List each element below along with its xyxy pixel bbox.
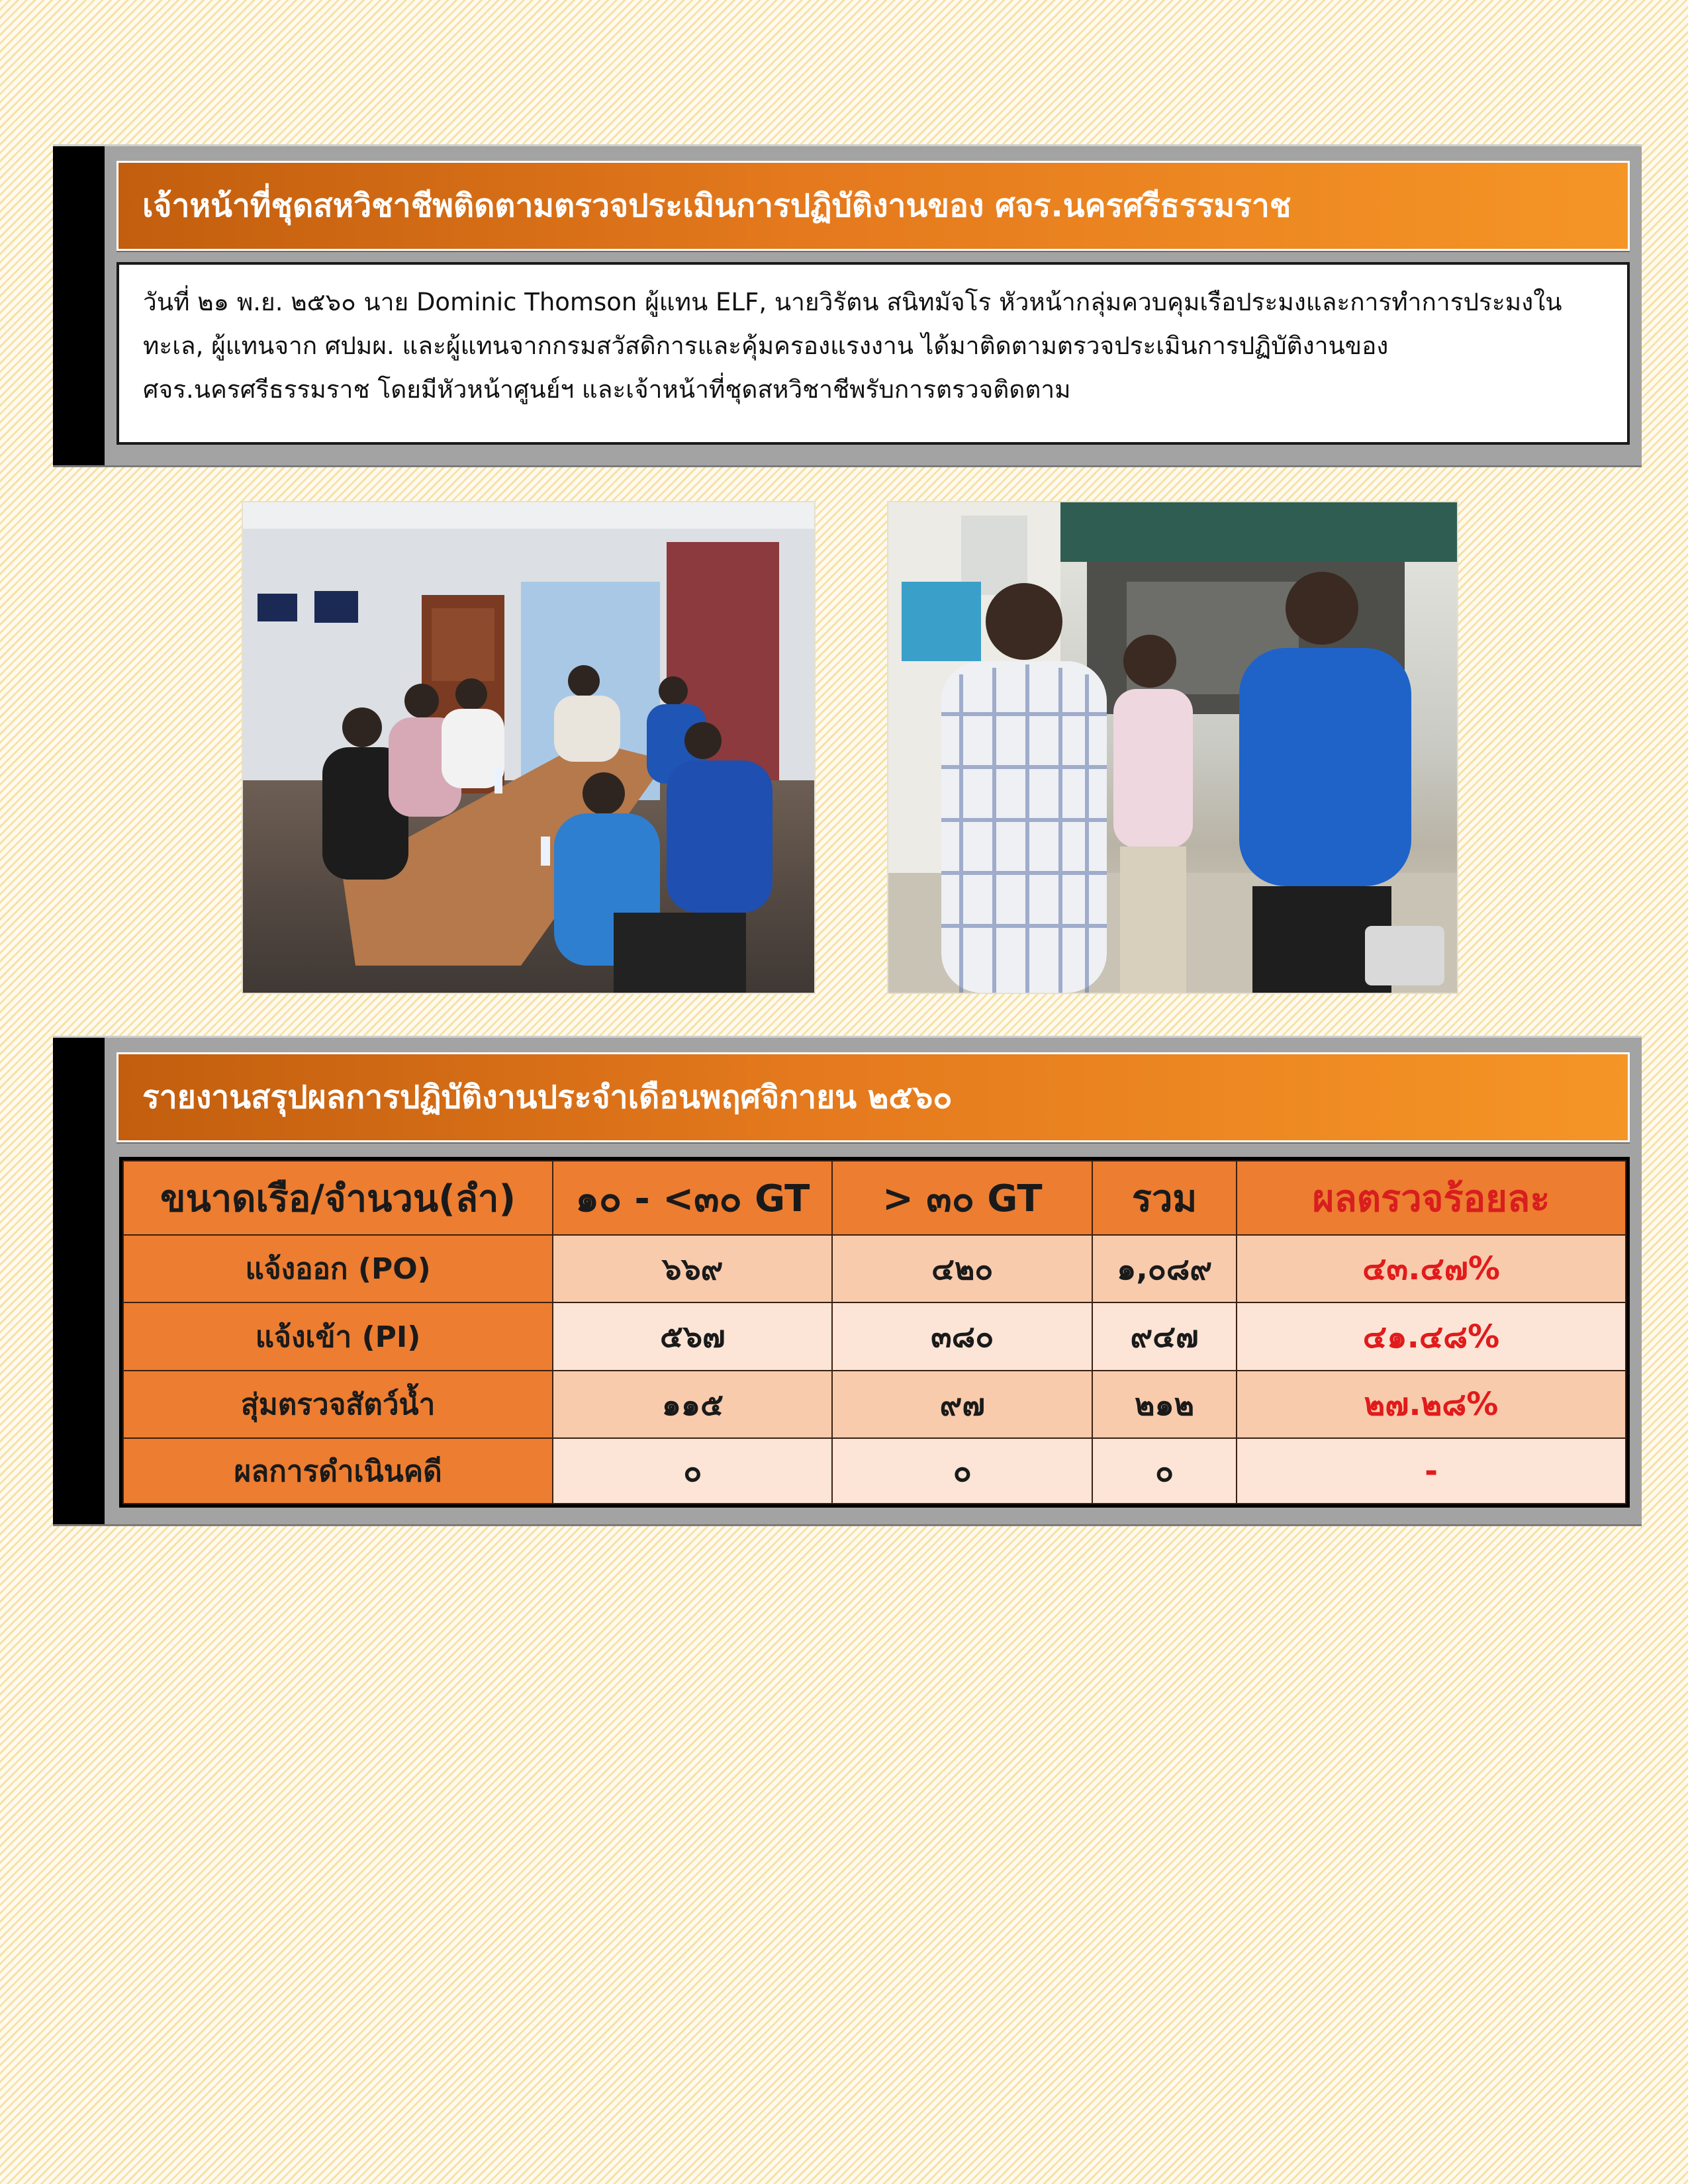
cell-total: ๐ xyxy=(1092,1438,1237,1504)
report-table xyxy=(122,1160,1626,1504)
header-inspection-percent: ผลตรวจร้อยละ xyxy=(1237,1161,1626,1235)
table-row xyxy=(123,1438,1626,1504)
news-section xyxy=(53,144,1642,467)
section-accent-bar xyxy=(53,146,105,465)
row-label: แจ้งเข้า (PI) xyxy=(123,1302,553,1370)
cell-percent: - xyxy=(1237,1438,1626,1504)
site-visit-photo xyxy=(887,501,1458,994)
header-10-30-gt: ๑๐ - <๓๐ GT xyxy=(553,1161,832,1235)
cell-percent: ๒๗.๒๘% xyxy=(1237,1371,1626,1438)
cell-value: ๓๘๐ xyxy=(832,1302,1092,1370)
table-header-row xyxy=(123,1161,1626,1235)
cell-total: ๒๑๒ xyxy=(1092,1371,1237,1438)
table-row xyxy=(123,1302,1626,1370)
header-total: รวม xyxy=(1092,1161,1237,1235)
cell-percent: ๔๓.๔๗% xyxy=(1237,1235,1626,1302)
header-boat-size: ขนาดเรือ/จำนวน(ลำ) xyxy=(123,1161,553,1235)
report-title-bar xyxy=(117,1052,1630,1142)
news-title-bar xyxy=(117,161,1630,251)
cell-value: ๔๒๐ xyxy=(832,1235,1092,1302)
row-label: สุ่มตรวจสัตว์น้ำ xyxy=(123,1371,553,1438)
cell-percent: ๔๑.๔๘% xyxy=(1237,1302,1626,1370)
section-accent-bar xyxy=(53,1038,105,1524)
cell-value: ๙๗ xyxy=(832,1371,1092,1438)
cell-value: ๖๖๙ xyxy=(553,1235,832,1302)
site-visit-photo-illustration xyxy=(888,502,1457,993)
news-body-box xyxy=(117,262,1630,445)
cell-value: ๐ xyxy=(832,1438,1092,1504)
news-title: เจ้าหน้าที่ชุดสหวิชาชีพติดตามตรวจประเมินการปฏิบัติงานของ ศจร.นครศรีธรรมราช xyxy=(142,187,1291,224)
cell-total: ๑,๐๘๙ xyxy=(1092,1235,1237,1302)
report-title: รายงานสรุปผลการปฏิบัติงานประจำเดือนพฤศจิกายน ๒๕๖๐ xyxy=(142,1079,953,1116)
table-row xyxy=(123,1235,1626,1302)
row-label: ผลการดำเนินคดี xyxy=(123,1438,553,1504)
report-table-frame xyxy=(119,1157,1630,1508)
row-label: แจ้งออก (PO) xyxy=(123,1235,553,1302)
header-over-30-gt: > ๓๐ GT xyxy=(832,1161,1092,1235)
cell-total: ๙๔๗ xyxy=(1092,1302,1237,1370)
cell-value: ๐ xyxy=(553,1438,832,1504)
meeting-photo-illustration xyxy=(243,502,814,993)
meeting-photo xyxy=(242,501,816,994)
cell-value: ๑๑๕ xyxy=(553,1371,832,1438)
news-paragraph: วันที่ ๒๑ พ.ย. ๒๕๖๐ นาย Dominic Thomson ผู้แทน ELF, นายวิรัตน สนิทมัจโร หัวหน้ากลุ่มควบคุมเรือประมงและการทำการประมงในทะเล, ผู้แทนจาก ศปมผ. และผู้แทนจากกรมสวัสดิการและคุ้มครองแรงงาน ได้มาติดตามตรวจประเมินการปฏิบัติงานของ ศจร.นครศรีธรรมราช โดยมีหัวหน้าศูนย์ฯ และเจ้าหน้าที่ชุดสหวิชาชีพรับการตรวจติดตาม xyxy=(143,288,1562,404)
report-section xyxy=(53,1036,1642,1526)
cell-value: ๕๖๗ xyxy=(553,1302,832,1370)
table-row xyxy=(123,1371,1626,1438)
